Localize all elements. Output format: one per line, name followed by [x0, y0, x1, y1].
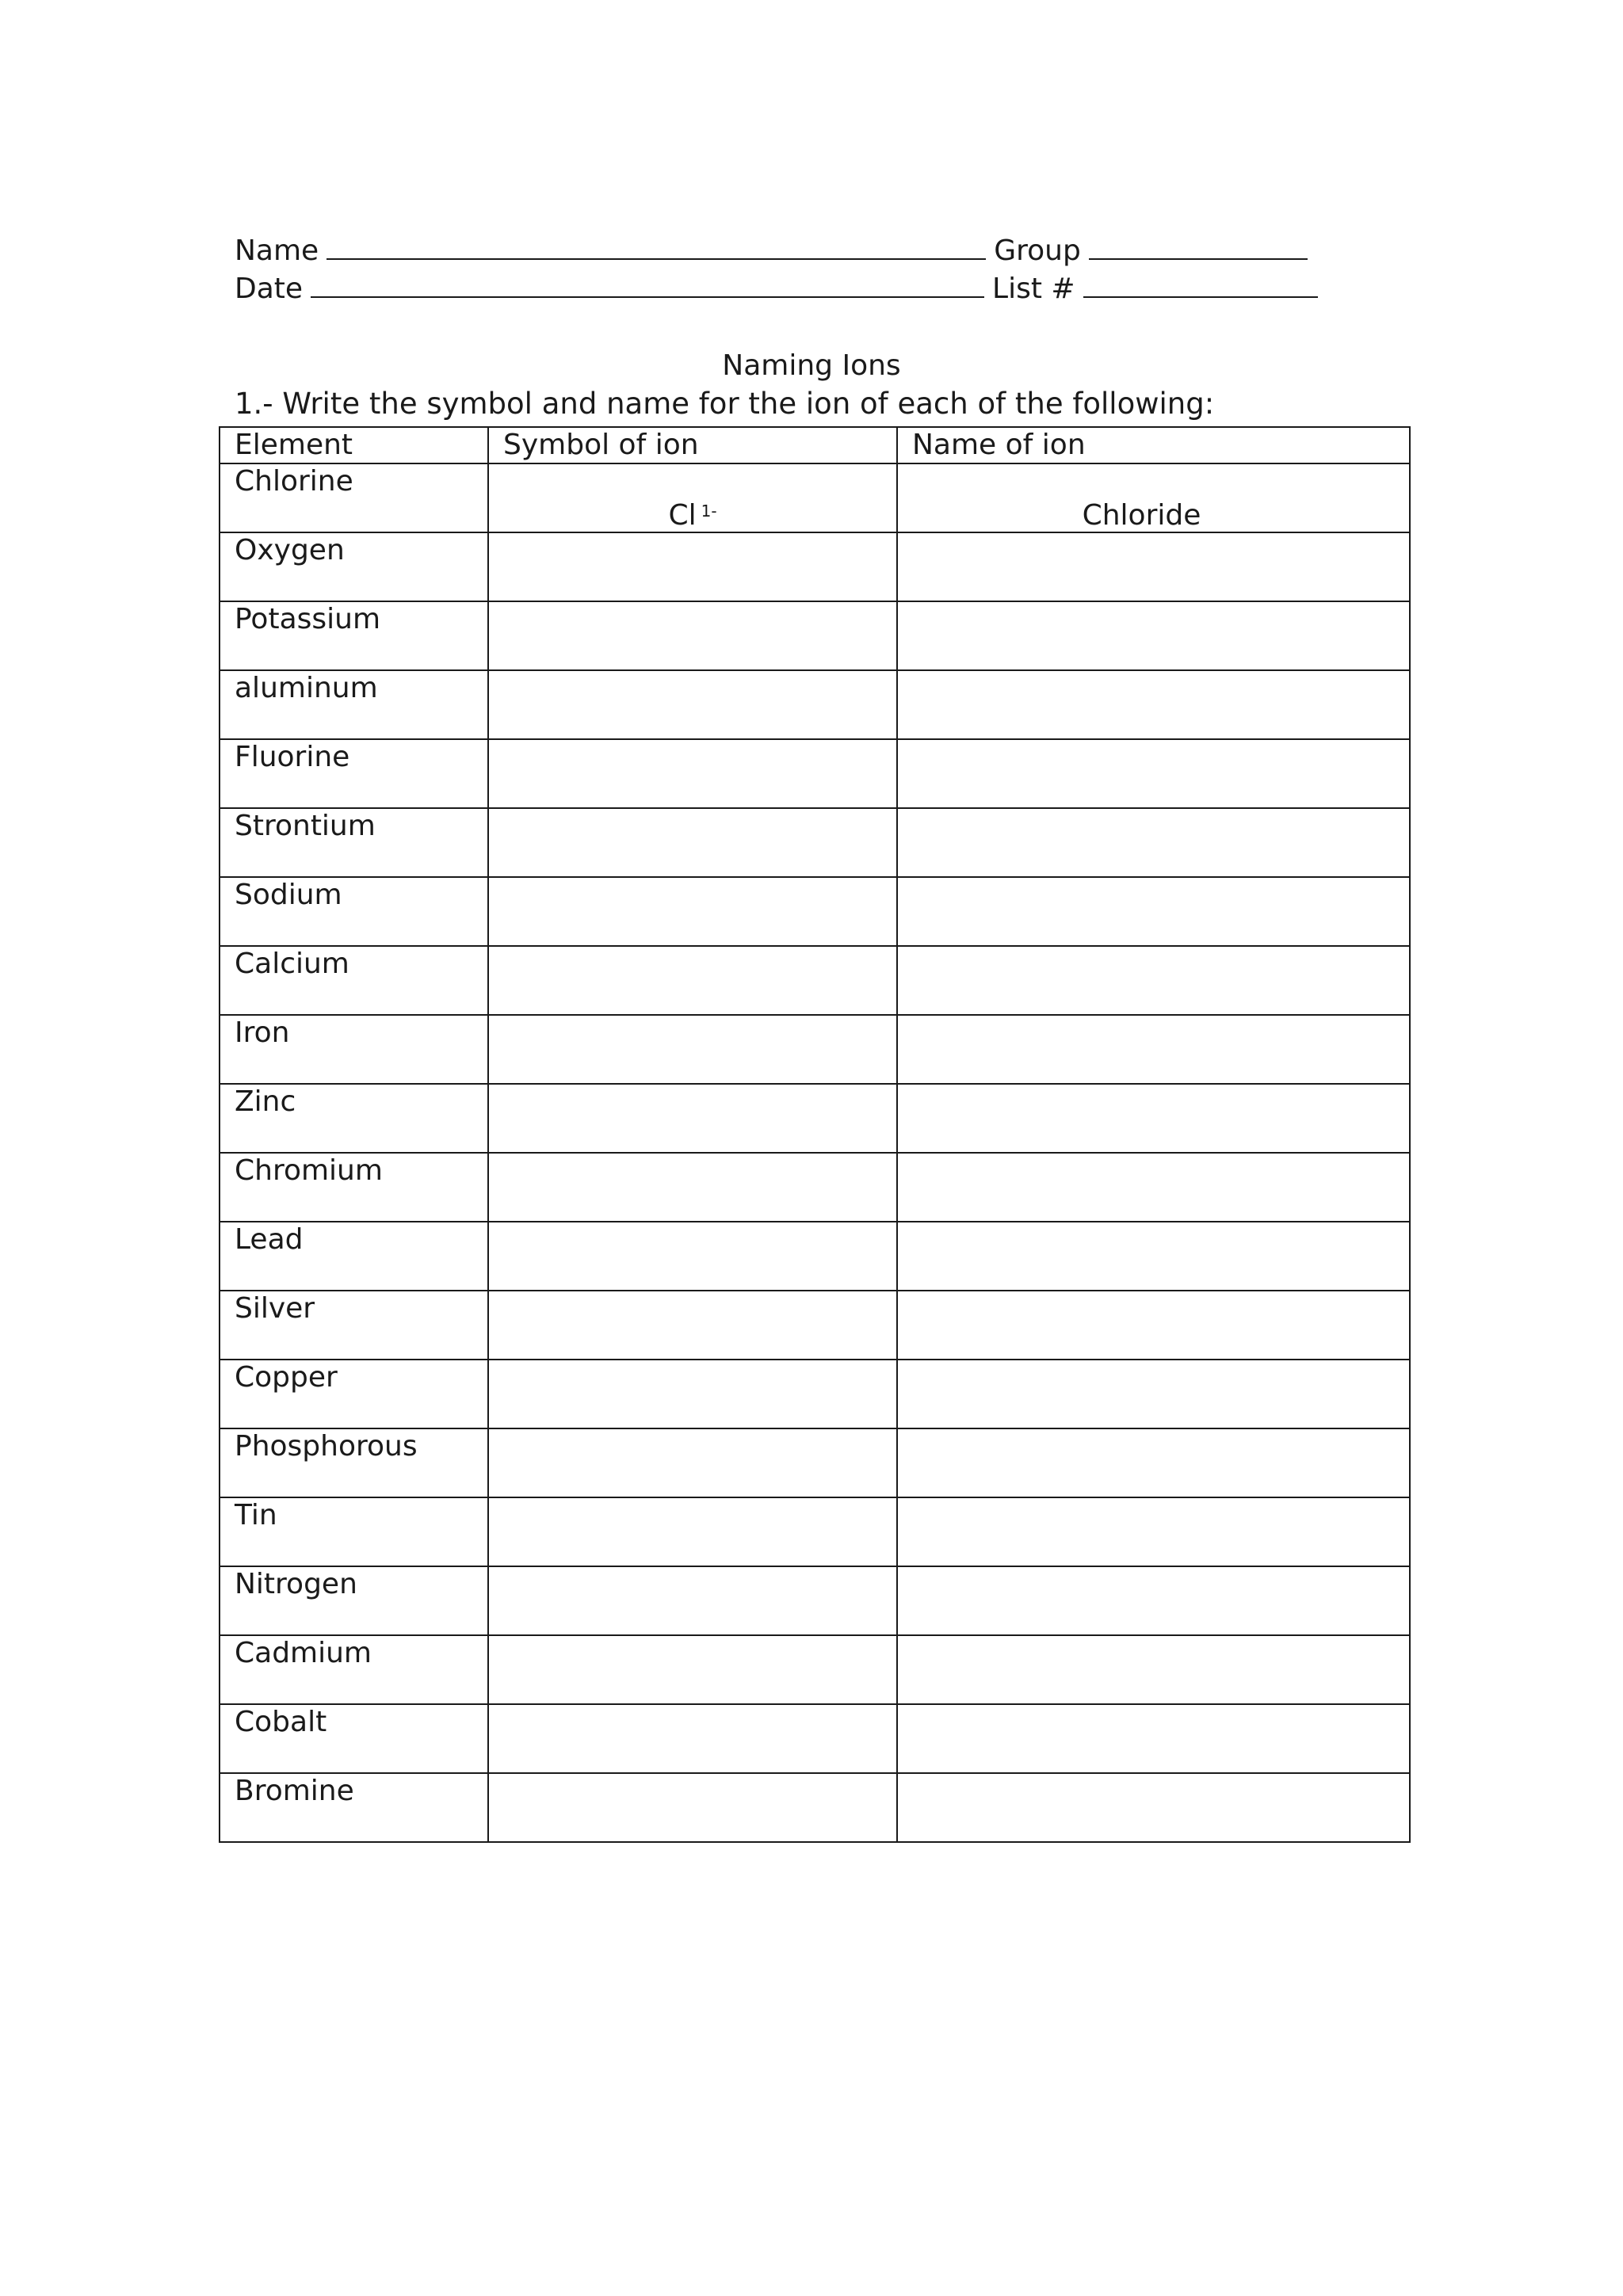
element-cell: Copper [220, 1360, 488, 1428]
element-cell: Fluorine [220, 739, 488, 808]
ion-name-answer-cell[interactable] [897, 739, 1410, 808]
table-row [220, 1773, 1410, 1842]
symbol-cell[interactable] [488, 463, 897, 532]
name-label: Name [235, 235, 319, 267]
column-header-element: Element [220, 427, 488, 463]
ion-name-answer-cell[interactable] [897, 877, 1410, 946]
ion-name-answer-cell[interactable] [897, 670, 1410, 739]
element-cell: Phosphorous [220, 1428, 488, 1497]
element-cell: Oxygen [220, 532, 488, 601]
ion-name-answer-cell[interactable] [897, 1291, 1410, 1360]
table-row [220, 1635, 1410, 1704]
element-cell: Silver [220, 1291, 488, 1360]
ion-name-answer-cell[interactable] [897, 1222, 1410, 1291]
ion-name-answer-cell[interactable] [897, 1704, 1410, 1773]
ion-name-answer-cell[interactable] [897, 1773, 1410, 1842]
element-cell: Strontium [220, 808, 488, 877]
table-row [220, 1360, 1410, 1428]
ion-name-answer-cell[interactable] [897, 1015, 1410, 1084]
symbol-answer-cell[interactable] [488, 1222, 897, 1291]
name-field[interactable] [327, 235, 986, 260]
ion-name-answer-cell[interactable] [897, 1360, 1410, 1428]
symbol-answer-cell[interactable] [488, 1428, 897, 1497]
date-label: Date [235, 273, 304, 305]
list-label: List # [992, 273, 1075, 305]
symbol-answer-cell[interactable] [488, 601, 897, 670]
table-row-example [220, 463, 1410, 532]
table-row [220, 1428, 1410, 1497]
table-row [220, 1015, 1410, 1084]
element-cell: Potassium [220, 601, 488, 670]
symbol-answer-cell[interactable] [488, 670, 897, 739]
element-cell: Cobalt [220, 1704, 488, 1773]
element-cell: Zinc [220, 1084, 488, 1153]
table-row [220, 739, 1410, 808]
ion-name-answer-cell[interactable] [897, 1153, 1410, 1222]
group-label: Group [994, 235, 1081, 267]
element-cell: Chlorine [220, 463, 488, 532]
symbol-answer-cell[interactable] [488, 1015, 897, 1084]
table-row [220, 1704, 1410, 1773]
symbol-answer-cell[interactable] [488, 1566, 897, 1635]
symbol-answer-cell[interactable] [488, 877, 897, 946]
symbol-answer-cell[interactable] [488, 808, 897, 877]
element-cell: Tin [220, 1497, 488, 1566]
table-row [220, 877, 1410, 946]
instruction-text: 1.- Write the symbol and name for the ion of each of the following: [235, 387, 1215, 421]
ion-name-answer-cell[interactable] [897, 532, 1410, 601]
table-row [220, 1291, 1410, 1360]
symbol-answer-cell[interactable] [488, 739, 897, 808]
ion-name-answer-cell[interactable] [897, 1566, 1410, 1635]
element-cell: Iron [220, 1015, 488, 1084]
symbol-answer-cell[interactable] [488, 1773, 897, 1842]
group-field[interactable] [1089, 235, 1308, 260]
ion-name-cell[interactable] [897, 463, 1410, 532]
element-cell: Nitrogen [220, 1566, 488, 1635]
worksheet-title: Naming Ions [722, 349, 901, 382]
table-row [220, 946, 1410, 1015]
table-row [220, 601, 1410, 670]
example-symbol: Cl [668, 499, 697, 532]
name-group-line [235, 234, 1316, 269]
ion-name-answer-cell[interactable] [897, 601, 1410, 670]
table-row [220, 1497, 1410, 1566]
ion-name-answer-cell[interactable] [897, 1635, 1410, 1704]
table-row [220, 1222, 1410, 1291]
table-header-row [220, 427, 1410, 463]
symbol-answer-cell[interactable] [488, 1084, 897, 1153]
column-header-symbol: Symbol of ion [488, 427, 897, 463]
table-row [220, 670, 1410, 739]
symbol-answer-cell[interactable] [488, 532, 897, 601]
ion-name-answer-cell[interactable] [897, 808, 1410, 877]
table-row [220, 808, 1410, 877]
symbol-answer-cell[interactable] [488, 946, 897, 1015]
element-cell: Cadmium [220, 1635, 488, 1704]
symbol-answer-cell[interactable] [488, 1704, 897, 1773]
element-cell: Lead [220, 1222, 488, 1291]
example-charge: 1- [701, 502, 717, 521]
ion-name-answer-cell[interactable] [897, 946, 1410, 1015]
ion-name-answer-cell[interactable] [897, 1084, 1410, 1153]
table-row [220, 1566, 1410, 1635]
symbol-answer-cell[interactable] [488, 1497, 897, 1566]
date-field[interactable] [311, 273, 984, 298]
symbol-answer-cell[interactable] [488, 1291, 897, 1360]
symbol-answer-cell[interactable] [488, 1153, 897, 1222]
element-cell: aluminum [220, 670, 488, 739]
column-header-name: Name of ion [897, 427, 1410, 463]
table-row [220, 1153, 1410, 1222]
ion-name-answer-cell[interactable] [897, 1428, 1410, 1497]
ions-table [219, 426, 1411, 1843]
table-row [220, 1084, 1410, 1153]
table-row [220, 532, 1410, 601]
list-field[interactable] [1083, 273, 1318, 298]
symbol-answer-cell[interactable] [488, 1635, 897, 1704]
ion-name-answer-cell[interactable] [897, 1497, 1410, 1566]
example-ion-name: Chloride [1082, 499, 1201, 532]
element-cell: Calcium [220, 946, 488, 1015]
element-cell: Sodium [220, 877, 488, 946]
element-cell: Chromium [220, 1153, 488, 1222]
symbol-answer-cell[interactable] [488, 1360, 897, 1428]
element-cell: Bromine [220, 1773, 488, 1842]
date-list-line [235, 272, 1326, 307]
